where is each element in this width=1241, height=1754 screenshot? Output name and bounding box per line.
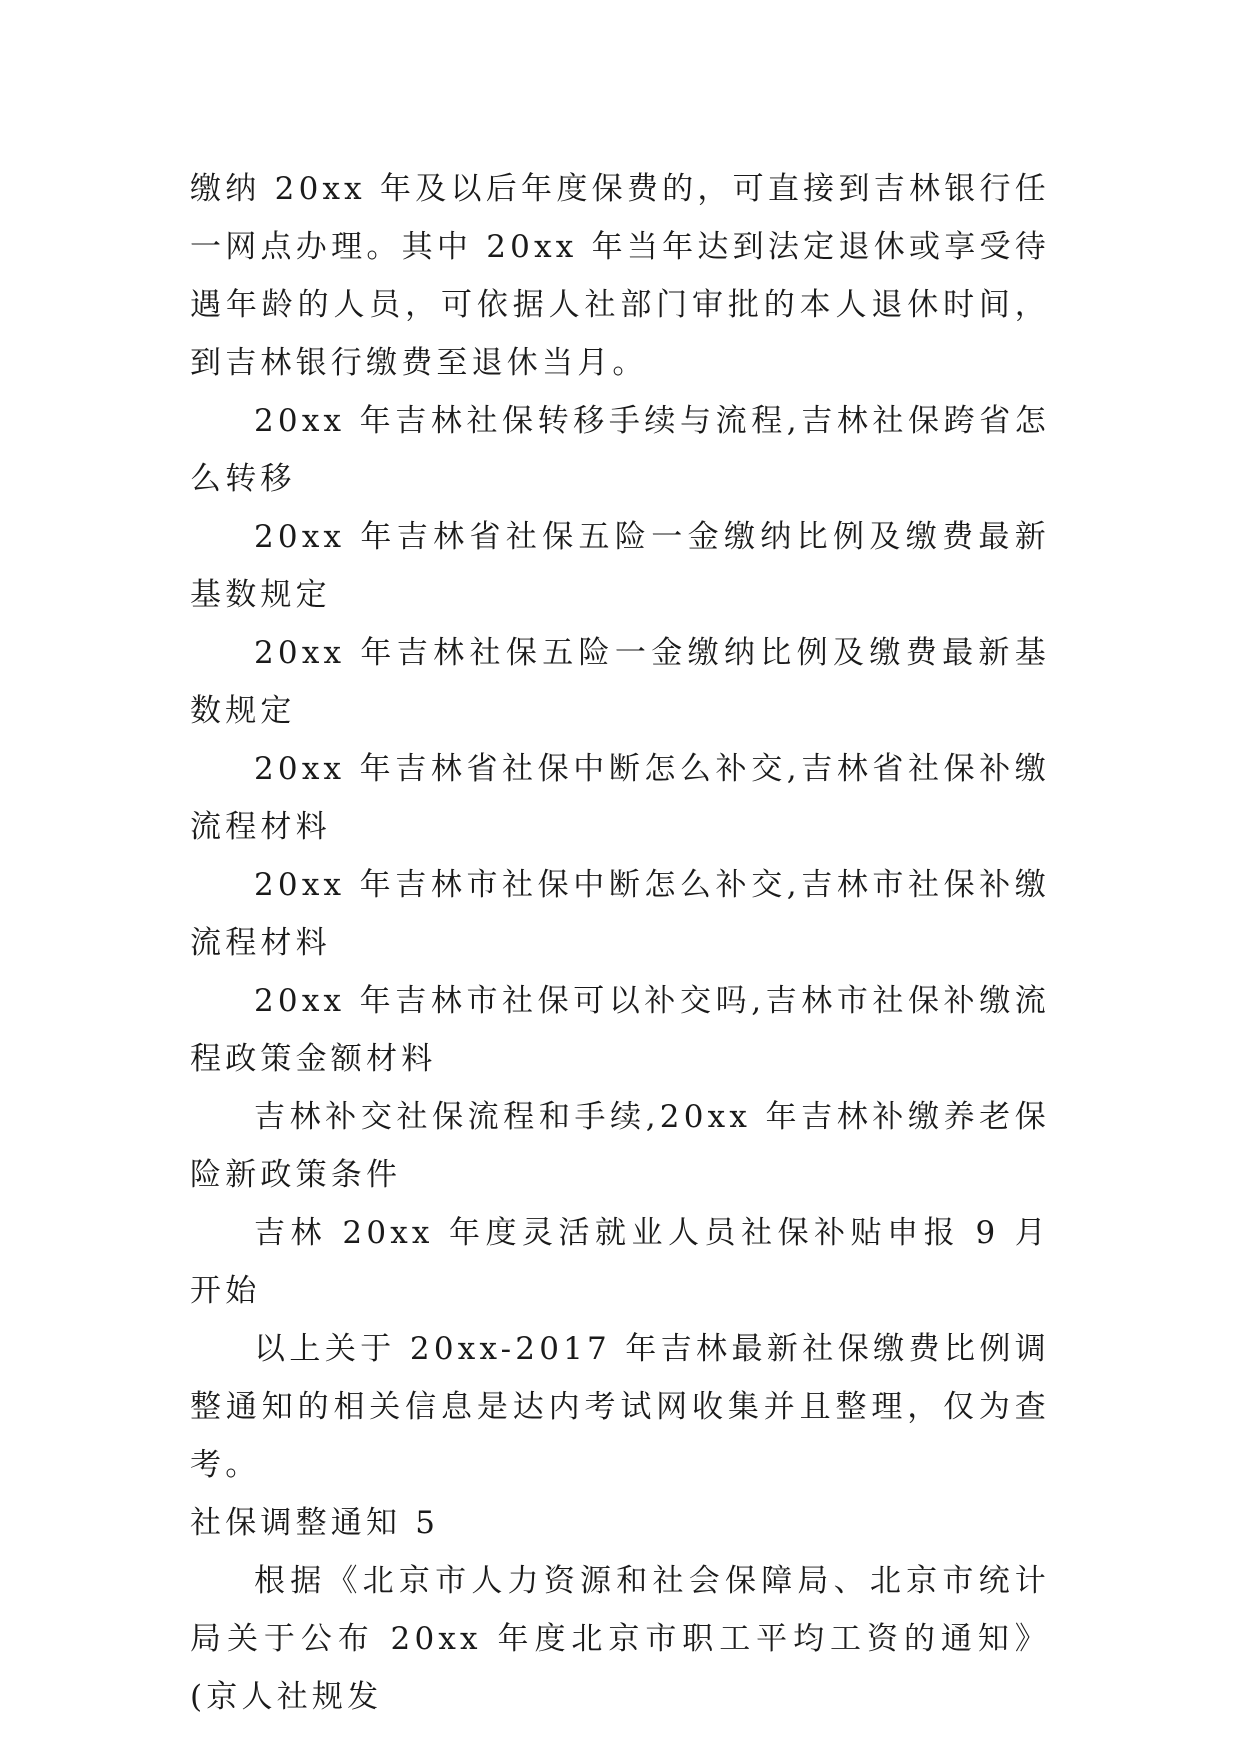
document-body — [190, 160, 1050, 1726]
paragraph-beijing-notice: 根据《北京市人力资源和社会保障局、北京市统计局关于公布 20xx 年度北京市职工平均工资的通知》(京人社规发 — [190, 1563, 1050, 1715]
paragraph-province-ratio: 20xx 年吉林省社保五险一金缴纳比例及缴费最新基数规定 — [190, 519, 1050, 613]
paragraph-source-note: 以上关于 20xx-2017 年吉林最新社保缴费比例调整通知的相关信息是达内考试网收集并且整理，仅为查考。 — [190, 1331, 1050, 1483]
paragraph-flexible-employment: 吉林 20xx 年度灵活就业人员社保补贴申报 9 月开始 — [190, 1215, 1050, 1309]
paragraph-transfer-procedure: 20xx 年吉林社保转移手续与流程,吉林社保跨省怎么转移 — [190, 403, 1050, 497]
paragraph-province-supplement: 20xx 年吉林省社保中断怎么补交,吉林省社保补缴流程材料 — [190, 751, 1050, 845]
paragraph-city-supplement: 20xx 年吉林市社保中断怎么补交,吉林市社保补缴流程材料 — [190, 867, 1050, 961]
paragraph-jilin-ratio: 20xx 年吉林社保五险一金缴纳比例及缴费最新基数规定 — [190, 635, 1050, 729]
paragraph-city-supplement-policy: 20xx 年吉林市社保可以补交吗,吉林市社保补缴流程政策金额材料 — [190, 983, 1050, 1077]
section-heading: 社保调整通知 5 — [190, 1505, 440, 1541]
paragraph-payment-note: 缴纳 20xx 年及以后年度保费的，可直接到吉林银行任一网点办理。其中 20xx 年当年达到法定退休或享受待遇年龄的人员，可依据人社部门审批的本人退休时间，到吉林银行缴费至退休当月。 — [190, 171, 1050, 381]
paragraph-supplement-conditions: 吉林补交社保流程和手续,20xx 年吉林补缴养老保险新政策条件 — [190, 1099, 1050, 1193]
